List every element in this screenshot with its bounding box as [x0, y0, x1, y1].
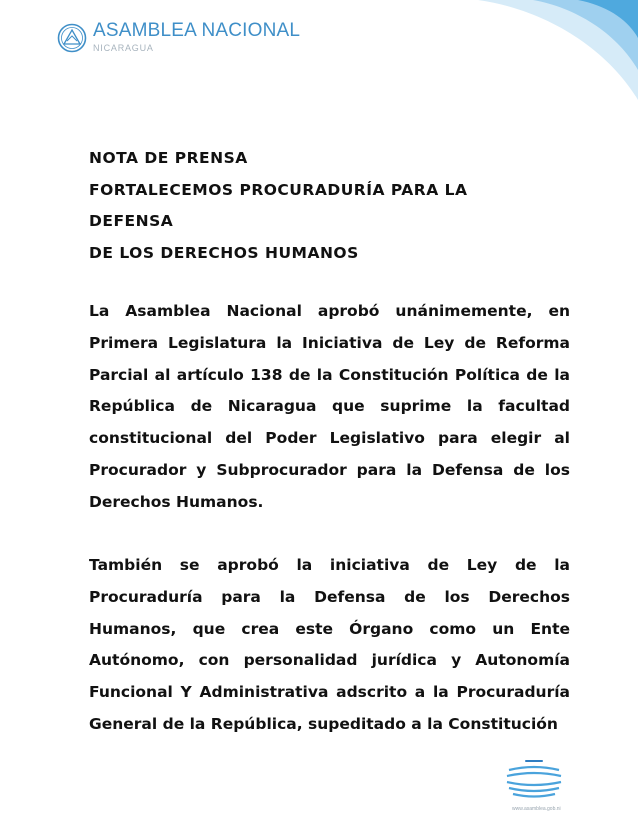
asamblea-logo — [57, 20, 300, 53]
press-note-heading — [89, 143, 570, 269]
header-swoosh-decoration — [438, 0, 638, 110]
national-emblem-icon — [57, 23, 87, 53]
org-name: ASAMBLEA NACIONAL — [93, 20, 301, 41]
heading-line: DE LOS DERECHOS HUMANOS — [89, 243, 359, 262]
org-country: NICARAGUA — [93, 43, 154, 53]
footer-assembly-logo — [503, 758, 565, 804]
heading-line: FORTALECEMOS PROCURADURÍA PARA LA — [89, 180, 468, 199]
heading-line: DEFENSA — [89, 212, 174, 230]
heading-line: NOTA DE PRENSA — [89, 149, 248, 167]
paragraph-procuraduria-law: También se aprobó la iniciativa de Ley de la Procuraduría para la Defensa de los Derechos Humanos, que crea este Órgano como un Ente Autónomo, con personalidad jurídica y Autonomía Funcional Y Administrativa adscrito a la Procuraduría General de la República, supeditado a la Constitución — [89, 556, 570, 733]
footer-website-url: www.asamblea.gob.ni — [512, 806, 561, 812]
paragraph-reform-approval: La Asamblea Nacional aprobó unánimemente, en Primera Legislatura la Iniciativa de Ley de Reforma Parcial al artículo 138 de la Constitución Política de la República de Nicaragua que suprime la facultad constitucional del Poder Legislativo para elegir al Procurador y Subprocurador para la Defensa de los Derechos Humanos. — [89, 302, 570, 511]
